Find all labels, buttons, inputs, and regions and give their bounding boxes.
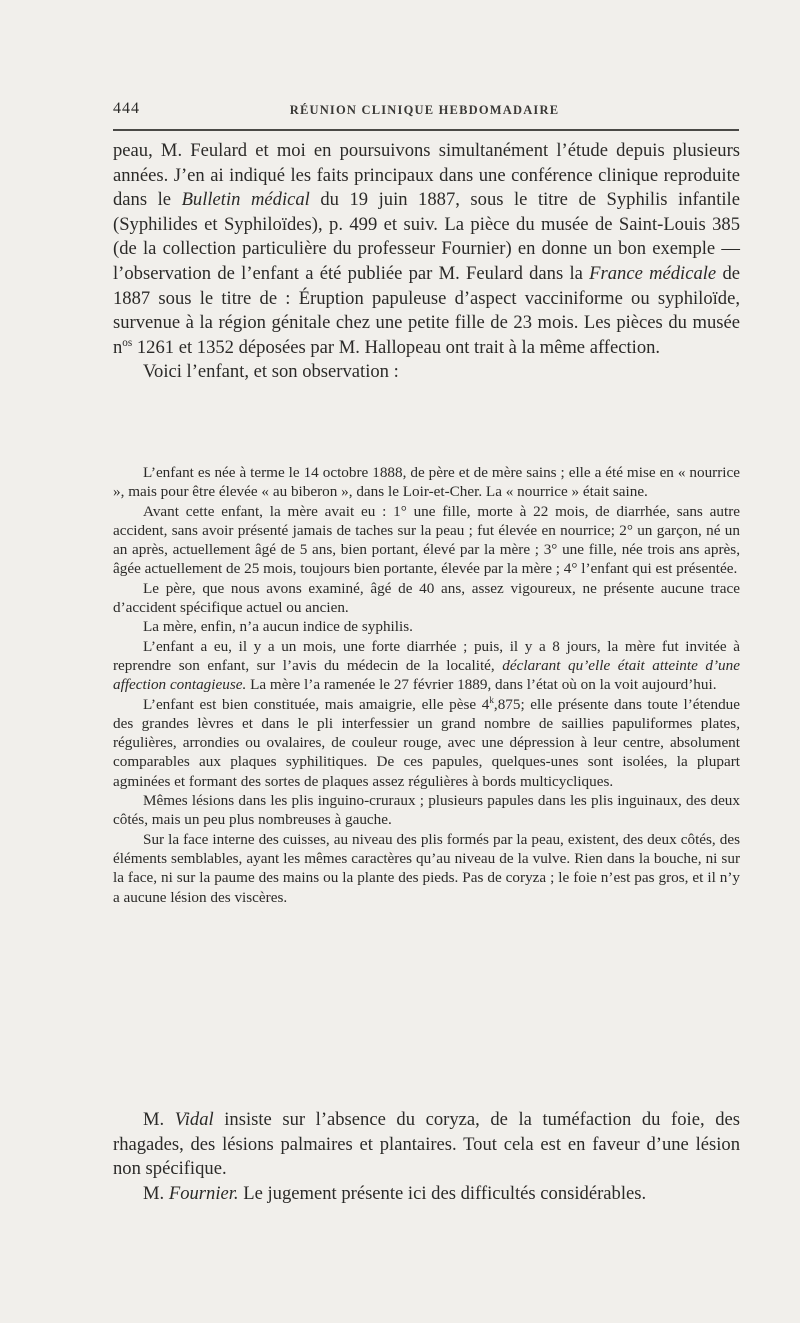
observation-paragraph: L’enfant a eu, il y a un mois, une forte diarrhée ; puis, il y a 8 jours, la mère fut invitée à reprendre son enfant, sur l’avis du médecin de la localité, déclarant qu’elle était atteinte d’une affection contagieuse. La mère l’a ramenée le 27 février 1889, dans l’état où on la voit aujourd’hui. xyxy=(113,637,740,694)
observation-paragraph: L’enfant est bien constituée, mais amaigrie, elle pèse 4$^k$,875; elle présente dans toute l’étendue des grandes lèvres et dans le pli interfessier un grand nombre de saillies papuliformes plates, régulières, arrondies ou ovalaires, de couleur rouge, avec une dépression à leur centre, absolument comparables aux plaques syphilitiques. De ces papules, quelques-unes sont isolées, la plupart agminées et formant des sortes de plaques assez régulières à bords multicycliques. xyxy=(113,694,740,790)
observation-paragraph: Avant cette enfant, la mère avait eu : 1° une fille, morte à 22 mois, de diarrhée, sans autre accident, sans avoir présenté jamais de taches sur la peau ; fut élevée en nourrice; 2° un garçon, né un an après, actuellement âgé de 5 ans, bien portant, élevé par la mère ; 3° une fille, née trois ans après, âgée actuellement de 25 mois, toujours bien portante, élevée par la mère ; 4° l’enfant qui est présentée. xyxy=(113,502,740,578)
intro-paragraph: peau, M. Feulard et moi en poursuivons simultanément l’étude depuis plusieurs années. J’en ai indiqué les faits principaux dans une conférence clinique reproduite dans le Bulletin médical du 19 juin 1887, sous le titre de Syphilis infantile (Syphilides et Syphiloïdes), p. 499 et suiv. La pièce du musée de Saint-Louis 385 (de la collection particulière du professeur Fournier) en donne un bon exemple — l’observation de l’enfant a été publiée par M. Feulard dans la France médicale de 1887 sous le titre de : Éruption papuleuse d’aspect vacciniforme ou syphiloïde, survenue à la région génitale chez une petite fille de 23 mois. Les pièces du musée $n^{os}$ 1261 et 1352 déposées par M. Hallopeau ont trait à la même affection. xyxy=(113,140,740,358)
observation-paragraph: L’enfant es née à terme le 14 octobre 1888, de père et de mère sains ; elle a été mise en « nourrice », mais pour être élevée « au biberon », dans le Loir-et-Cher. La « nourrice » était saine. xyxy=(113,464,740,501)
intro-lead-in: Voici l’enfant, et son observation : xyxy=(143,361,399,383)
emphasis-text: déclarant qu’elle était atteinte d’une affection contagieuse. xyxy=(113,656,740,694)
observation-paragraph: Le père, que nous avons examiné, âgé de 40 ans, assez vigoureux, ne présente aucune trace d’accident spécifique actuel ou ancien. xyxy=(113,579,740,617)
page-header xyxy=(113,100,736,122)
discussion-paragraph: M. Vidal insiste sur l’absence du coryza, de la tuméfaction du foie, des rhagades, des lésions palmaires et plantaires. Tout cela est en faveur d’une lésion non spécifique. xyxy=(113,1109,740,1180)
speaker-name: Vidal xyxy=(174,1109,214,1130)
journal-title: France médicale xyxy=(589,262,717,284)
observation-paragraph: La mère, enfin, n’a aucun indice de syphilis. xyxy=(143,618,413,636)
page-number: 444 xyxy=(113,100,140,117)
observation-section xyxy=(113,463,740,907)
discussion-section xyxy=(113,1108,740,1206)
observation-paragraph: Mêmes lésions dans les plis inguino-cruraux ; plusieurs papules dans les plis inguinaux, des deux côtés, mais un peu plus nombreuses à gauche. xyxy=(113,792,740,829)
intro-section xyxy=(113,139,740,385)
journal-title: Bulletin médical xyxy=(181,189,310,211)
speaker-name: Fournier. xyxy=(168,1182,239,1204)
running-head: RÉUNION CLINIQUE HEBDOMADAIRE xyxy=(289,103,560,117)
observation-paragraph: Sur la face interne des cuisses, au niveau des plis formés par la peau, existent, des deux côtés, des éléments semblables, ayant les mêmes caractères qu’au niveau de la vulve. Rien dans la bouche, ni sur la face, ni sur la paume des mains ou la plante des pieds. Pas de coryza ; le foie n’est pas gros, et il n’y a aucune lésion des viscères. xyxy=(113,830,740,906)
header-rule xyxy=(113,129,739,131)
discussion-paragraph: M. Fournier. Le jugement présente ici des difficultés considérables. xyxy=(143,1182,647,1204)
